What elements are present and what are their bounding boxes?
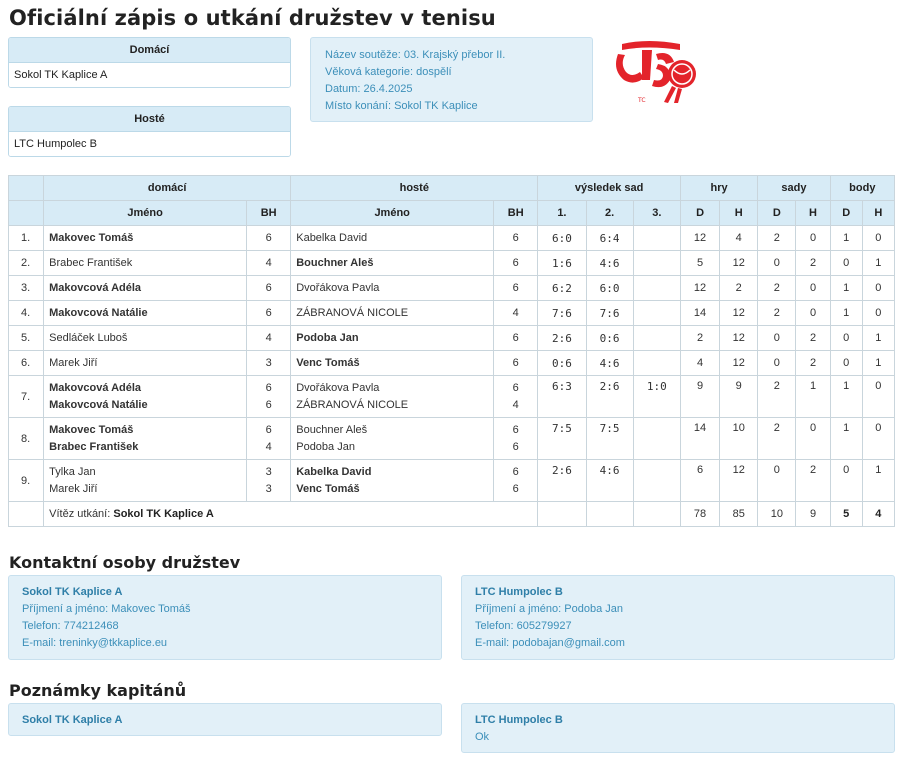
sets-home: 2 [758, 418, 796, 460]
away-team-box [8, 106, 291, 157]
home-player-bh: 3 [247, 351, 291, 376]
away-players-bh [494, 376, 538, 418]
away-player-bh: 6 [494, 326, 538, 351]
set-3-score [633, 301, 680, 326]
total-sets-home: 10 [758, 502, 796, 527]
set-3-score [633, 418, 680, 460]
table-row [9, 226, 895, 251]
winner-team: Sokol TK Kaplice A [113, 508, 214, 520]
set-1-score: 6:2 [538, 276, 586, 301]
group-home: domácí [44, 176, 291, 201]
points-away: 0 [862, 418, 894, 460]
home-team-name: Sokol TK Kaplice A [9, 63, 290, 87]
home-player-bh: 6 [247, 301, 291, 326]
match-number: 7. [9, 376, 44, 418]
away-players [291, 376, 494, 418]
points-away: 1 [862, 326, 894, 351]
home-player-link[interactable]: Makovec Tomáš [49, 423, 134, 436]
results-table [8, 175, 895, 527]
away-player-link[interactable]: Podoba Jan [296, 440, 355, 453]
set-1-score: 0:6 [538, 351, 586, 376]
set-2-score: 6:0 [586, 276, 633, 301]
total-games-away: 85 [720, 502, 758, 527]
set-1-score: 7:5 [538, 418, 586, 460]
winner-cell [44, 502, 538, 527]
set-1-score: 2:6 [538, 460, 586, 502]
set-2-score: 4:6 [586, 251, 633, 276]
set-3-score [633, 276, 680, 301]
away-player-bh: 6 [494, 251, 538, 276]
games-home: 6 [680, 460, 719, 502]
empty-cell [9, 502, 44, 527]
home-player-link[interactable]: Marek Jiří [49, 482, 98, 495]
away-player-bh: 4 [494, 301, 538, 326]
set-1-score: 6:3 [538, 376, 586, 418]
competition-name: Název soutěže: 03. Krajský přebor II. [325, 49, 506, 61]
points-home: 0 [830, 460, 862, 502]
home-notes-box [8, 703, 442, 736]
points-home: 1 [830, 301, 862, 326]
sets-away: 0 [796, 276, 830, 301]
away-player-bh: 6 [512, 440, 519, 453]
total-games-home: 78 [680, 502, 719, 527]
home-contact-box [8, 575, 442, 660]
away-player-bh: 6 [512, 482, 519, 495]
col-name-away: Jméno [291, 201, 494, 226]
match-number: 8. [9, 418, 44, 460]
home-players [44, 460, 247, 502]
sets-away: 0 [796, 418, 830, 460]
col-points-d: D [830, 201, 862, 226]
set-2-score: 7:5 [586, 418, 633, 460]
notes-title: Poznámky kapitánů [9, 681, 187, 700]
age-category: Věková kategorie: dospělí [325, 66, 452, 78]
empty-cell [586, 502, 633, 527]
col-games-d: D [680, 201, 719, 226]
table-row [9, 301, 895, 326]
home-player-bh: 6 [247, 276, 291, 301]
empty-cell [538, 502, 586, 527]
away-player-link[interactable]: Kabelka David [291, 226, 494, 251]
group-score: výsledek sad [538, 176, 681, 201]
points-away: 0 [862, 226, 894, 251]
table-row [9, 351, 895, 376]
games-home: 14 [680, 418, 719, 460]
away-notes-text: Ok [475, 731, 490, 743]
corner-cell [9, 201, 44, 226]
home-player-link[interactable]: Brabec František [44, 251, 247, 276]
away-notes-box [461, 703, 895, 753]
points-away: 1 [862, 351, 894, 376]
games-away: 10 [720, 418, 758, 460]
col-sets-h: H [796, 201, 830, 226]
away-players-bh [494, 460, 538, 502]
home-player-link[interactable]: Tylka Jan [49, 465, 96, 478]
away-player-link[interactable]: ZÁBRANOVÁ NICOLE [291, 301, 494, 326]
col-set-3: 3. [633, 201, 680, 226]
points-home: 1 [830, 418, 862, 460]
home-player-link[interactable]: Marek Jiří [44, 351, 247, 376]
match-number: 9. [9, 460, 44, 502]
points-away: 0 [862, 301, 894, 326]
home-player-bh: 4 [265, 440, 272, 453]
games-home: 12 [680, 276, 719, 301]
set-1-score: 1:6 [538, 251, 586, 276]
col-sets-d: D [758, 201, 796, 226]
logo-text: TC [638, 97, 646, 104]
away-player-bh: 6 [512, 423, 519, 436]
sets-home: 2 [758, 276, 796, 301]
match-number: 3. [9, 276, 44, 301]
winner-label: Vítěz utkání: [49, 508, 111, 520]
away-team-header: Hosté [9, 107, 290, 132]
group-games: hry [680, 176, 757, 201]
sets-away: 2 [796, 251, 830, 276]
sets-home: 0 [758, 351, 796, 376]
home-player-link[interactable]: Makovcová Natálie [49, 398, 148, 411]
games-away: 12 [720, 251, 758, 276]
games-home: 5 [680, 251, 719, 276]
away-contact-phone: Telefon: 605279927 [475, 620, 572, 632]
away-player-link[interactable]: Bouchner Aleš [291, 251, 494, 276]
home-team-box [8, 37, 291, 88]
away-player-bh: 6 [512, 465, 519, 478]
away-player-link[interactable]: Venc Tomáš [291, 351, 494, 376]
home-player-bh: 6 [265, 398, 272, 411]
points-home: 1 [830, 226, 862, 251]
match-number: 4. [9, 301, 44, 326]
games-home: 4 [680, 351, 719, 376]
away-player-bh: 6 [494, 351, 538, 376]
away-player-bh: 6 [512, 381, 519, 394]
home-player-link[interactable]: Makovcová Adéla [49, 381, 142, 394]
match-number: 2. [9, 251, 44, 276]
table-row [9, 460, 895, 502]
games-home: 9 [680, 376, 719, 418]
away-players-bh [494, 418, 538, 460]
set-2-score: 4:6 [586, 460, 633, 502]
sets-home: 0 [758, 251, 796, 276]
points-away: 1 [862, 251, 894, 276]
contacts-title: Kontaktní osoby družstev [9, 553, 241, 572]
set-2-score: 2:6 [586, 376, 633, 418]
group-away: hosté [291, 176, 538, 201]
away-team-name: LTC Humpolec B [9, 132, 290, 156]
away-player-link[interactable]: Podoba Jan [291, 326, 494, 351]
away-player-link[interactable]: ZÁBRANOVÁ NICOLE [296, 398, 409, 411]
games-away: 4 [720, 226, 758, 251]
sets-away: 2 [796, 326, 830, 351]
games-home: 2 [680, 326, 719, 351]
col-points-h: H [862, 201, 894, 226]
sets-home: 0 [758, 326, 796, 351]
home-player-bh: 3 [265, 482, 272, 495]
match-number: 1. [9, 226, 44, 251]
sets-home: 2 [758, 376, 796, 418]
home-player-link[interactable]: Makovcová Adéla [44, 276, 247, 301]
home-player-bh: 3 [265, 465, 272, 478]
home-players [44, 418, 247, 460]
games-away: 9 [720, 376, 758, 418]
table-total-row [9, 502, 895, 527]
sets-away: 0 [796, 301, 830, 326]
away-player-link[interactable]: Kabelka David [296, 465, 372, 478]
page-title: Oficiální zápis o utkání družstev v tenisu [9, 6, 496, 30]
games-away: 12 [720, 301, 758, 326]
set-3-score [633, 251, 680, 276]
table-row [9, 418, 895, 460]
home-player-bh: 6 [247, 226, 291, 251]
home-player-link[interactable]: Makovcová Natálie [44, 301, 247, 326]
away-players [291, 460, 494, 502]
col-set-2: 2. [586, 201, 633, 226]
match-date: Datum: 26.4.2025 [325, 83, 413, 95]
group-sets: sady [758, 176, 830, 201]
table-row [9, 376, 895, 418]
sets-home: 0 [758, 460, 796, 502]
sets-away: 2 [796, 351, 830, 376]
points-home: 0 [830, 351, 862, 376]
home-player-link[interactable]: Makovec Tomáš [44, 226, 247, 251]
home-contact-phone: Telefon: 774212468 [22, 620, 119, 632]
away-player-link[interactable]: Dvořákova Pavla [291, 276, 494, 301]
home-contact-team: Sokol TK Kaplice A [22, 586, 123, 598]
away-player-link[interactable]: Venc Tomáš [296, 482, 360, 495]
home-player-bh: 6 [265, 423, 272, 436]
set-1-score: 7:6 [538, 301, 586, 326]
home-notes-team: Sokol TK Kaplice A [22, 714, 123, 726]
empty-cell [633, 502, 680, 527]
points-away: 0 [862, 276, 894, 301]
table-sub-header-row [9, 201, 895, 226]
points-home: 0 [830, 326, 862, 351]
sets-away: 2 [796, 460, 830, 502]
col-games-h: H [720, 201, 758, 226]
home-team-header: Domácí [9, 38, 290, 63]
set-3-score [633, 460, 680, 502]
set-2-score: 7:6 [586, 301, 633, 326]
points-home: 0 [830, 251, 862, 276]
games-home: 14 [680, 301, 719, 326]
set-2-score: 4:6 [586, 351, 633, 376]
away-player-link[interactable]: Dvořákova Pavla [296, 381, 380, 394]
sets-home: 2 [758, 301, 796, 326]
home-players [44, 376, 247, 418]
total-points-home: 5 [830, 502, 862, 527]
games-away: 12 [720, 460, 758, 502]
sets-home: 2 [758, 226, 796, 251]
set-2-score: 6:4 [586, 226, 633, 251]
match-venue: Místo konání: Sokol TK Kaplice [325, 100, 478, 112]
set-1-score: 2:6 [538, 326, 586, 351]
home-player-link[interactable]: Sedláček Luboš [44, 326, 247, 351]
away-contact-team: LTC Humpolec B [475, 586, 563, 598]
table-row [9, 251, 895, 276]
home-contact-name: Příjmení a jméno: Makovec Tomáš [22, 603, 191, 615]
home-player-bh: 4 [247, 251, 291, 276]
points-away: 1 [862, 460, 894, 502]
col-set-1: 1. [538, 201, 586, 226]
home-player-bh: 6 [265, 381, 272, 394]
home-players-bh [247, 376, 291, 418]
away-contact-email[interactable]: E-mail: podobajan@gmail.com [475, 637, 625, 649]
games-away: 12 [720, 326, 758, 351]
sets-away: 1 [796, 376, 830, 418]
set-3-score [633, 326, 680, 351]
set-3-score [633, 351, 680, 376]
match-info-box [310, 37, 593, 122]
home-contact-email[interactable]: E-mail: treninky@tkkaplice.eu [22, 637, 168, 649]
set-1-score: 6:0 [538, 226, 586, 251]
set-3-score: 1:0 [633, 376, 680, 418]
away-player-bh: 6 [494, 226, 538, 251]
total-sets-away: 9 [796, 502, 830, 527]
group-points: body [830, 176, 894, 201]
match-number: 5. [9, 326, 44, 351]
points-home: 1 [830, 276, 862, 301]
home-players-bh [247, 418, 291, 460]
away-player-bh: 4 [512, 398, 519, 411]
set-2-score: 0:6 [586, 326, 633, 351]
away-players [291, 418, 494, 460]
away-player-bh: 6 [494, 276, 538, 301]
club-logo-icon [608, 36, 704, 106]
table-row [9, 276, 895, 301]
total-points-away: 4 [862, 502, 894, 527]
sets-away: 0 [796, 226, 830, 251]
away-player-link[interactable]: Bouchner Aleš [296, 423, 368, 436]
points-away: 0 [862, 376, 894, 418]
away-contact-name: Příjmení a jméno: Podoba Jan [475, 603, 623, 615]
corner-cell [9, 176, 44, 201]
match-number: 6. [9, 351, 44, 376]
home-player-bh: 4 [247, 326, 291, 351]
col-name-home: Jméno [44, 201, 247, 226]
games-away: 2 [720, 276, 758, 301]
col-bh-home: BH [247, 201, 291, 226]
col-bh-away: BH [494, 201, 538, 226]
points-home: 1 [830, 376, 862, 418]
games-away: 12 [720, 351, 758, 376]
away-contact-box [461, 575, 895, 660]
home-player-link[interactable]: Brabec František [49, 440, 139, 453]
games-home: 12 [680, 226, 719, 251]
away-notes-team: LTC Humpolec B [475, 714, 563, 726]
set-3-score [633, 226, 680, 251]
home-players-bh [247, 460, 291, 502]
table-group-header-row [9, 176, 895, 201]
table-row [9, 326, 895, 351]
